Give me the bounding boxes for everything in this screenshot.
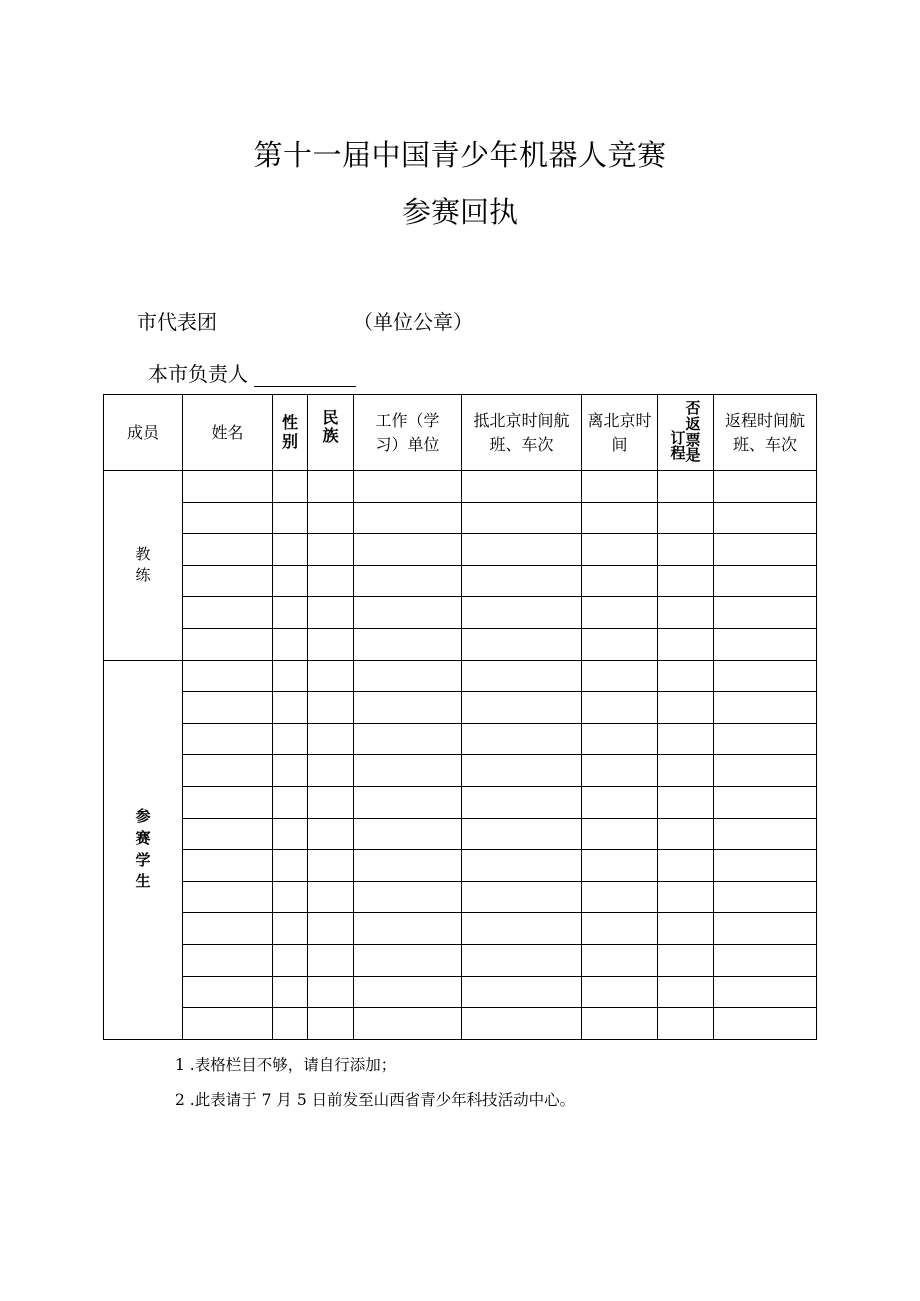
table-row <box>104 818 817 850</box>
cell-ethnicity[interactable] <box>308 913 354 945</box>
header-row <box>104 395 817 471</box>
cell-gender[interactable] <box>273 786 308 818</box>
header-departure: 离北京时间 <box>582 395 658 471</box>
cell-return-flight[interactable] <box>714 944 817 976</box>
cell-work-unit[interactable] <box>354 755 462 787</box>
group-student-label: 参 赛 学 生 <box>104 660 183 1039</box>
cell-departure[interactable] <box>582 976 658 1008</box>
cell-ethnicity[interactable] <box>308 976 354 1008</box>
cell-departure[interactable] <box>582 723 658 755</box>
cell-work-unit[interactable] <box>354 534 462 566</box>
cell-work-unit[interactable] <box>354 944 462 976</box>
cell-ethnicity[interactable] <box>308 818 354 850</box>
cell-gender[interactable] <box>273 1008 308 1040</box>
cell-return-flight[interactable] <box>714 850 817 882</box>
header-arrival: 抵北京时间航班、车次 <box>462 395 582 471</box>
header-ethnicity: 民 族 <box>308 395 354 471</box>
cell-arrival[interactable] <box>462 944 582 976</box>
cell-arrival[interactable] <box>462 502 582 534</box>
cell-work-unit[interactable] <box>354 913 462 945</box>
table-row <box>104 976 817 1008</box>
cell-arrival[interactable] <box>462 565 582 597</box>
seal-label: （单位公章） <box>353 310 473 334</box>
cell-gender[interactable] <box>273 597 308 629</box>
cell-departure[interactable] <box>582 1008 658 1040</box>
table-row <box>104 502 817 534</box>
table-row <box>104 786 817 818</box>
note-1: 1 .表格栏目不够，请自行添加； <box>175 1056 397 1074</box>
cell-ethnicity[interactable] <box>308 471 354 503</box>
responsible-row <box>148 358 356 387</box>
cell-work-unit[interactable] <box>354 597 462 629</box>
cell-gender[interactable] <box>273 660 308 692</box>
cell-ethnicity[interactable] <box>308 597 354 629</box>
cell-return-ticket[interactable] <box>658 786 714 818</box>
cell-return-ticket[interactable] <box>658 944 714 976</box>
header-member: 成员 <box>104 395 183 471</box>
cell-return-ticket[interactable] <box>658 976 714 1008</box>
cell-return-ticket[interactable] <box>658 565 714 597</box>
table-row <box>104 534 817 566</box>
cell-name[interactable] <box>183 818 273 850</box>
cell-return-flight[interactable] <box>714 597 817 629</box>
table-row <box>104 723 817 755</box>
cell-ethnicity[interactable] <box>308 660 354 692</box>
cell-return-ticket[interactable] <box>658 692 714 724</box>
cell-name[interactable] <box>183 881 273 913</box>
document-subtitle: 参赛回执 <box>401 195 518 229</box>
cell-departure[interactable] <box>582 471 658 503</box>
cell-work-unit[interactable] <box>354 818 462 850</box>
cell-return-flight[interactable] <box>714 692 817 724</box>
cell-gender[interactable] <box>273 850 308 882</box>
cell-gender[interactable] <box>273 755 308 787</box>
cell-return-flight[interactable] <box>714 660 817 692</box>
responsible-field[interactable] <box>254 366 356 387</box>
cell-return-flight[interactable] <box>714 1008 817 1040</box>
cell-departure[interactable] <box>582 944 658 976</box>
table-row <box>104 692 817 724</box>
cell-work-unit[interactable] <box>354 723 462 755</box>
document-title: 第十一届中国青少年机器人竞赛 <box>253 138 667 172</box>
cell-return-flight[interactable] <box>714 471 817 503</box>
cell-work-unit[interactable] <box>354 660 462 692</box>
cell-arrival[interactable] <box>462 786 582 818</box>
cell-work-unit[interactable] <box>354 1008 462 1040</box>
cell-ethnicity[interactable] <box>308 1008 354 1040</box>
cell-return-flight[interactable] <box>714 786 817 818</box>
cell-return-flight[interactable] <box>714 502 817 534</box>
cell-work-unit[interactable] <box>354 565 462 597</box>
cell-return-flight[interactable] <box>714 534 817 566</box>
cell-arrival[interactable] <box>462 1008 582 1040</box>
cell-arrival[interactable] <box>462 755 582 787</box>
group-coach-label: 教 练 <box>104 471 183 661</box>
cell-name[interactable] <box>183 1008 273 1040</box>
cell-gender[interactable] <box>273 881 308 913</box>
cell-return-ticket[interactable] <box>658 502 714 534</box>
cell-return-flight[interactable] <box>714 628 817 660</box>
cell-ethnicity[interactable] <box>308 723 354 755</box>
cell-return-ticket[interactable] <box>658 881 714 913</box>
cell-return-flight[interactable] <box>714 723 817 755</box>
cell-arrival[interactable] <box>462 628 582 660</box>
cell-return-ticket[interactable] <box>658 913 714 945</box>
cell-name[interactable] <box>183 502 273 534</box>
table-row <box>104 565 817 597</box>
cell-work-unit[interactable] <box>354 850 462 882</box>
cell-arrival[interactable] <box>462 723 582 755</box>
cell-name[interactable] <box>183 786 273 818</box>
cell-gender[interactable] <box>273 692 308 724</box>
cell-work-unit[interactable] <box>354 502 462 534</box>
cell-return-ticket[interactable] <box>658 850 714 882</box>
cell-return-flight[interactable] <box>714 565 817 597</box>
cell-gender[interactable] <box>273 534 308 566</box>
cell-return-flight[interactable] <box>714 976 817 1008</box>
cell-return-ticket[interactable] <box>658 628 714 660</box>
header-gender: 性 别 <box>273 395 308 471</box>
table-row <box>104 881 817 913</box>
cell-ethnicity[interactable] <box>308 628 354 660</box>
header-name: 姓名 <box>183 395 273 471</box>
cell-gender[interactable] <box>273 471 308 503</box>
table-row <box>104 471 817 503</box>
cell-departure[interactable] <box>582 660 658 692</box>
table-row <box>104 944 817 976</box>
cell-ethnicity[interactable] <box>308 881 354 913</box>
cell-arrival[interactable] <box>462 534 582 566</box>
cell-departure[interactable] <box>582 534 658 566</box>
cell-departure[interactable] <box>582 818 658 850</box>
cell-name[interactable] <box>183 755 273 787</box>
cell-departure[interactable] <box>582 881 658 913</box>
cell-return-ticket[interactable] <box>658 723 714 755</box>
cell-gender[interactable] <box>273 818 308 850</box>
cell-return-ticket[interactable] <box>658 534 714 566</box>
cell-name[interactable] <box>183 692 273 724</box>
cell-ethnicity[interactable] <box>308 502 354 534</box>
cell-departure[interactable] <box>582 565 658 597</box>
table-row <box>104 628 817 660</box>
cell-name[interactable] <box>183 660 273 692</box>
cell-name[interactable] <box>183 976 273 1008</box>
cell-work-unit[interactable] <box>354 786 462 818</box>
cell-arrival[interactable] <box>462 913 582 945</box>
header-return-flight: 返程时间航班、车次 <box>714 395 817 471</box>
cell-arrival[interactable] <box>462 692 582 724</box>
cell-name[interactable] <box>183 850 273 882</box>
cell-return-ticket[interactable] <box>658 755 714 787</box>
cell-departure[interactable] <box>582 786 658 818</box>
cell-ethnicity[interactable] <box>308 786 354 818</box>
cell-departure[interactable] <box>582 502 658 534</box>
cell-gender[interactable] <box>273 565 308 597</box>
cell-ethnicity[interactable] <box>308 944 354 976</box>
cell-arrival[interactable] <box>462 818 582 850</box>
table-row <box>104 755 817 787</box>
cell-departure[interactable] <box>582 850 658 882</box>
cell-departure[interactable] <box>582 755 658 787</box>
responsible-label: 本市负责人 <box>148 362 248 386</box>
cell-gender[interactable] <box>273 913 308 945</box>
delegation-label: 市代表团 <box>137 310 217 334</box>
table-row <box>104 1008 817 1040</box>
cell-arrival[interactable] <box>462 881 582 913</box>
cell-arrival[interactable] <box>462 597 582 629</box>
table-row <box>104 597 817 629</box>
cell-gender[interactable] <box>273 628 308 660</box>
cell-arrival[interactable] <box>462 976 582 1008</box>
table-row <box>104 850 817 882</box>
cell-name[interactable] <box>183 534 273 566</box>
cell-departure[interactable] <box>582 597 658 629</box>
cell-gender[interactable] <box>273 976 308 1008</box>
cell-name[interactable] <box>183 944 273 976</box>
cell-departure[interactable] <box>582 628 658 660</box>
cell-return-flight[interactable] <box>714 913 817 945</box>
cell-return-flight[interactable] <box>714 818 817 850</box>
cell-work-unit[interactable] <box>354 628 462 660</box>
table-row <box>104 660 817 692</box>
cell-name[interactable] <box>183 628 273 660</box>
cell-departure[interactable] <box>582 692 658 724</box>
cell-arrival[interactable] <box>462 471 582 503</box>
cell-arrival[interactable] <box>462 660 582 692</box>
cell-name[interactable] <box>183 723 273 755</box>
cell-return-ticket[interactable] <box>658 471 714 503</box>
cell-return-ticket[interactable] <box>658 818 714 850</box>
cell-work-unit[interactable] <box>354 881 462 913</box>
cell-gender[interactable] <box>273 502 308 534</box>
cell-name[interactable] <box>183 913 273 945</box>
registration-table <box>103 394 817 1040</box>
cell-work-unit[interactable] <box>354 976 462 1008</box>
cell-name[interactable] <box>183 597 273 629</box>
table-row <box>104 913 817 945</box>
cell-work-unit[interactable] <box>354 471 462 503</box>
cell-gender[interactable] <box>273 944 308 976</box>
header-return-ticket: 订 程 否 返 票 是 <box>658 395 714 471</box>
header-work-unit: 工作（学习）单位 <box>354 395 462 471</box>
cell-return-ticket[interactable] <box>658 1008 714 1040</box>
cell-departure[interactable] <box>582 913 658 945</box>
cell-arrival[interactable] <box>462 850 582 882</box>
cell-return-ticket[interactable] <box>658 597 714 629</box>
cell-return-ticket[interactable] <box>658 660 714 692</box>
cell-ethnicity[interactable] <box>308 565 354 597</box>
note-2: 2 .此表请于 7 月 5 日前发至山西省青少年科技活动中心。 <box>175 1091 576 1109</box>
cell-work-unit[interactable] <box>354 692 462 724</box>
cell-name[interactable] <box>183 565 273 597</box>
cell-ethnicity[interactable] <box>308 755 354 787</box>
cell-gender[interactable] <box>273 723 308 755</box>
cell-ethnicity[interactable] <box>308 534 354 566</box>
cell-ethnicity[interactable] <box>308 692 354 724</box>
cell-return-flight[interactable] <box>714 881 817 913</box>
cell-name[interactable] <box>183 471 273 503</box>
cell-ethnicity[interactable] <box>308 850 354 882</box>
cell-return-flight[interactable] <box>714 755 817 787</box>
